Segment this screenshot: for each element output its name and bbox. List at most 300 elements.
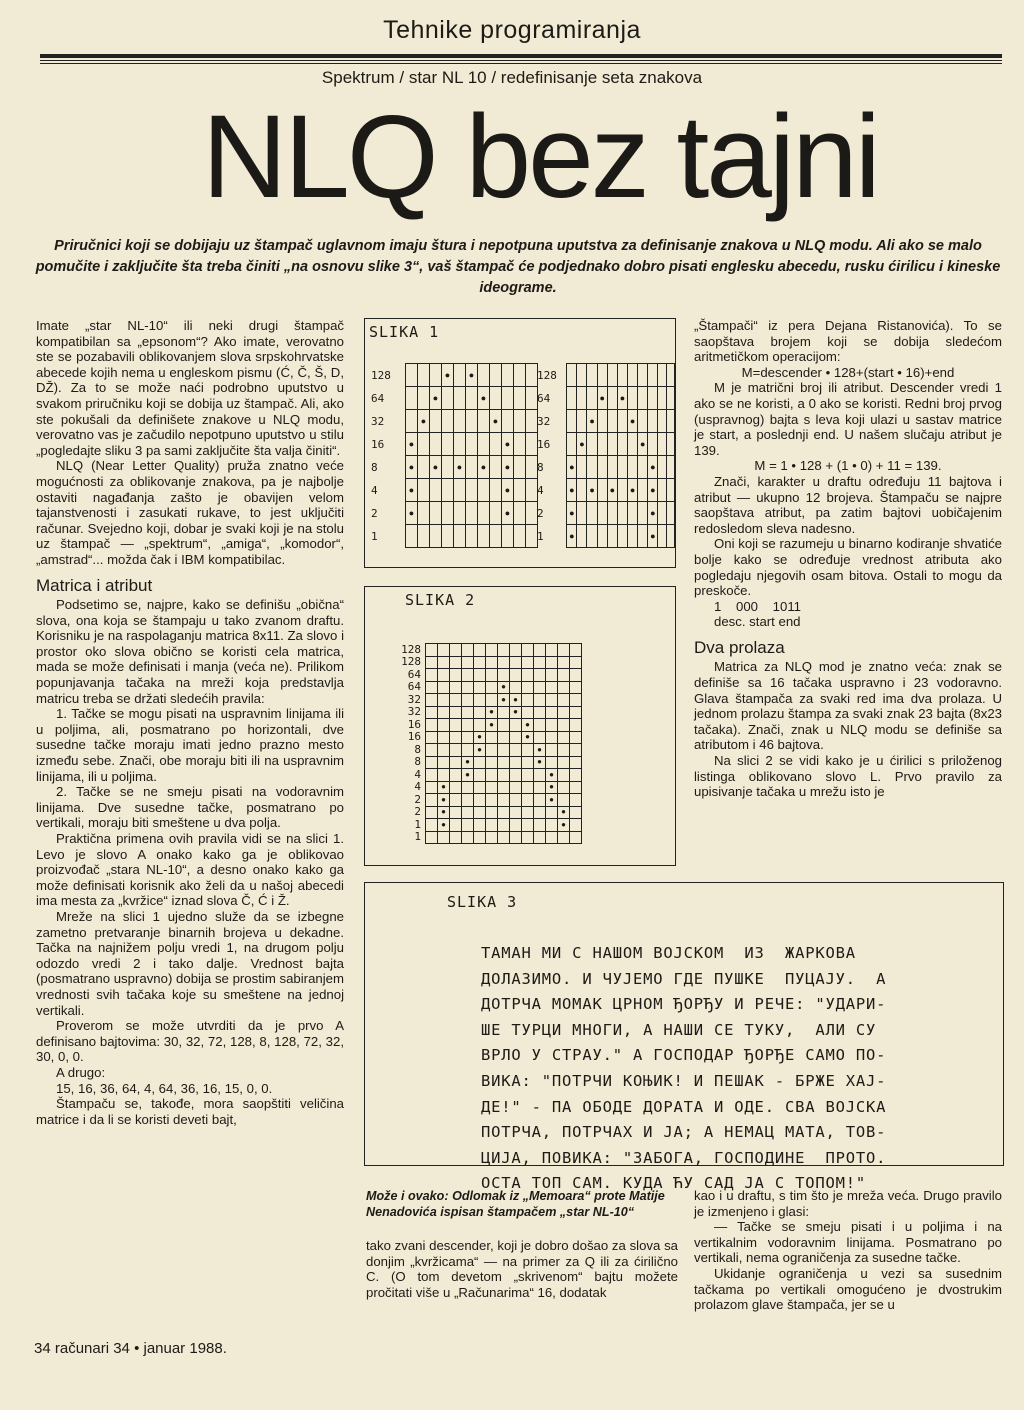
grid-cell: ● — [462, 756, 474, 769]
section-title: Tehnike programiranja — [383, 16, 641, 44]
grid-cell — [486, 744, 498, 757]
grid-cell — [474, 719, 486, 732]
grid-cell — [426, 756, 438, 769]
grid-cell — [558, 669, 570, 682]
grid-cell — [570, 769, 582, 782]
grid-cell — [490, 525, 502, 548]
grid-cell — [462, 806, 474, 819]
grid-cell — [426, 781, 438, 794]
grid-cell — [607, 456, 617, 479]
grid-cell — [474, 769, 486, 782]
grid-cell — [442, 410, 454, 433]
grid-cell — [462, 744, 474, 757]
grid-cell — [522, 781, 534, 794]
grid-cell — [526, 364, 538, 387]
grid-cell — [466, 387, 478, 410]
grid-cell — [597, 433, 607, 456]
grid-cell: ● — [406, 456, 418, 479]
figure-slika-2 — [364, 586, 676, 866]
grid-cell — [526, 456, 538, 479]
grid-cell — [498, 831, 510, 844]
grid-cell — [426, 681, 438, 694]
grid-cell — [514, 387, 526, 410]
grid-cell — [462, 781, 474, 794]
grid-cell — [442, 433, 454, 456]
grid-cell — [522, 769, 534, 782]
grid-cell: ● — [627, 479, 637, 502]
grid-cell — [466, 433, 478, 456]
grid-cell: ● — [418, 410, 430, 433]
grid-cell — [526, 410, 538, 433]
grid-cell — [666, 525, 674, 548]
grid-cell: ● — [430, 456, 442, 479]
grid-cell — [502, 525, 514, 548]
column-3 — [694, 318, 1002, 800]
grid-row-label: 1 — [371, 529, 378, 543]
grid-cell — [438, 656, 450, 669]
grid-cell — [510, 731, 522, 744]
grid-cell — [502, 410, 514, 433]
grid-cell — [587, 387, 597, 410]
grid-cell — [648, 364, 658, 387]
grid-cell — [486, 694, 498, 707]
dot-grid-left — [371, 363, 538, 548]
grid-cell: ● — [438, 794, 450, 807]
grid-cell — [438, 681, 450, 694]
grid-cell — [426, 831, 438, 844]
grid-cell: ● — [558, 819, 570, 832]
grid-row-label: 1 — [414, 830, 421, 844]
grid-cell — [438, 769, 450, 782]
grid-cell — [430, 502, 442, 525]
grid-cell: ● — [648, 525, 658, 548]
grid-cell — [478, 502, 490, 525]
grid-cell — [522, 806, 534, 819]
grid-cell — [478, 433, 490, 456]
grid-cell — [418, 479, 430, 502]
grid-cell — [577, 410, 587, 433]
grid-cell: ● — [534, 744, 546, 757]
grid-row-label: 4 — [371, 483, 378, 497]
grid-cell — [522, 669, 534, 682]
grid-cell — [406, 410, 418, 433]
grid-cell — [510, 831, 522, 844]
grid-cell — [534, 781, 546, 794]
grid-cell — [597, 479, 607, 502]
grid-cell — [502, 387, 514, 410]
grid-cell — [490, 433, 502, 456]
grid-cell — [462, 644, 474, 657]
grid-cell — [510, 744, 522, 757]
grid-cell — [466, 479, 478, 502]
grid-cell — [597, 456, 607, 479]
grid-row-label: 128 — [401, 655, 421, 669]
grid-cell — [558, 744, 570, 757]
grid-cell: ● — [466, 364, 478, 387]
figure-slika-3 — [364, 882, 1004, 1193]
grid-row-label: 4 — [414, 780, 421, 794]
grid-row-label: 16 — [537, 437, 551, 451]
grid-cell — [534, 806, 546, 819]
grid-cell: ● — [474, 744, 486, 757]
grid-row-label: 16 — [407, 717, 421, 731]
grid-cell — [638, 525, 648, 548]
grid-cell: ● — [567, 456, 577, 479]
grid-cell — [430, 364, 442, 387]
grid-cell — [454, 502, 466, 525]
grid-cell — [534, 706, 546, 719]
grid-cell — [438, 644, 450, 657]
grid-row-label: 4 — [414, 767, 421, 781]
grid-cell — [498, 644, 510, 657]
grid-cell — [498, 706, 510, 719]
grid-cell — [546, 806, 558, 819]
grid-cell — [658, 433, 666, 456]
grid-cell — [450, 719, 462, 732]
grid-cell: ● — [627, 410, 637, 433]
grid-cell: ● — [430, 387, 442, 410]
grid-cell — [587, 433, 597, 456]
grid-cell — [450, 644, 462, 657]
grid-cell — [514, 525, 526, 548]
grid-cell — [466, 410, 478, 433]
grid-cell — [462, 731, 474, 744]
header-rule-thin — [40, 60, 1002, 61]
grid-cell — [522, 744, 534, 757]
grid-cell — [406, 364, 418, 387]
grid-cell — [617, 456, 627, 479]
grid-cell: ● — [490, 410, 502, 433]
grid-cell — [570, 669, 582, 682]
grid-cell — [490, 502, 502, 525]
grid-cell — [570, 781, 582, 794]
grid-cell — [597, 364, 607, 387]
grid-cell — [522, 819, 534, 832]
grid-row-label: 2 — [414, 805, 421, 819]
grid-cell — [558, 769, 570, 782]
grid-cell — [558, 731, 570, 744]
grid-cell — [490, 364, 502, 387]
grid-cell — [558, 644, 570, 657]
grid-cell: ● — [510, 694, 522, 707]
grid-cell — [526, 433, 538, 456]
grid-cell — [474, 644, 486, 657]
grid-cell — [426, 731, 438, 744]
grid-cell — [438, 706, 450, 719]
grid-cell: ● — [474, 731, 486, 744]
grid-cell — [490, 479, 502, 502]
grid-row-label: 8 — [414, 742, 421, 756]
grid-cell: ● — [607, 479, 617, 502]
grid-cell — [658, 502, 666, 525]
grid-cell — [498, 769, 510, 782]
grid-cell — [498, 744, 510, 757]
grid-cell — [450, 831, 462, 844]
grid-cell — [474, 669, 486, 682]
grid-row-label: 4 — [537, 483, 544, 497]
grid-cell — [534, 656, 546, 669]
grid-cell — [558, 756, 570, 769]
grid-cell: ● — [577, 433, 587, 456]
grid-cell: ● — [567, 525, 577, 548]
grid-cell — [450, 694, 462, 707]
grid-cell — [466, 502, 478, 525]
grid-cell — [658, 410, 666, 433]
grid-cell — [426, 669, 438, 682]
grid-cell — [454, 525, 466, 548]
grid-cell — [450, 819, 462, 832]
grid-cell — [510, 681, 522, 694]
grid-cell — [658, 364, 666, 387]
article-kicker: Spektrum / star NL 10 / redefinisanje seta znakova — [321, 68, 703, 87]
grid-cell — [597, 410, 607, 433]
grid-cell: ● — [498, 681, 510, 694]
grid-row-label: 32 — [407, 692, 421, 706]
paragraph: 1. Tačke se mogu pisati na uspravnim linijama ili u poljima, ali, posmatrano po horizontali, dve susedne tačke moraju imati jedno prazno mesto između sebe. Znači, obe moraju biti ili na uspravnim linijama, ili u poljima. — [36, 706, 344, 784]
grid-row-label: 1 — [414, 817, 421, 831]
grid-cell — [570, 806, 582, 819]
grid-cell — [450, 781, 462, 794]
grid-cell: ● — [648, 502, 658, 525]
grid-row-label: 128 — [401, 642, 421, 656]
grid-cell: ● — [478, 456, 490, 479]
grid-cell — [558, 781, 570, 794]
paragraph: Proverom se može utvrditi da je prvo A definisano bajtovima: 30, 32, 72, 128, 8, 128, 72, 32, 30, 0, 0. — [36, 1018, 344, 1065]
grid-cell — [438, 694, 450, 707]
grid-cell — [534, 794, 546, 807]
grid-cell — [627, 502, 637, 525]
grid-cell — [597, 525, 607, 548]
grid-row-label: 16 — [371, 437, 385, 451]
grid-cell — [570, 694, 582, 707]
grid-row-label: 8 — [537, 460, 544, 474]
column-1 — [36, 318, 344, 1127]
grid-cell — [522, 706, 534, 719]
paragraph: „Štampači“ iz pera Dejana Ristanovića). To se saopštava brojem koji se dobija sledećom aritmetičkom operacijom: — [694, 318, 1002, 365]
grid-cell — [438, 831, 450, 844]
grid-cell — [627, 364, 637, 387]
paragraph: Štampaču se, takođe, mora saopštiti veličina matrice i da li se koristi deveti bajt, — [36, 1096, 344, 1127]
grid-cell — [666, 456, 674, 479]
bit-values: 1 000 1011 — [714, 598, 802, 614]
grid-cell — [558, 719, 570, 732]
grid-cell — [450, 769, 462, 782]
grid-cell: ● — [587, 410, 597, 433]
grid-cell — [638, 502, 648, 525]
grid-cell — [486, 756, 498, 769]
grid-cell — [666, 433, 674, 456]
grid-cell — [577, 387, 587, 410]
figure-label: SLIKA 2 — [405, 591, 476, 609]
paragraph: 2. Tačke se ne smeju pisati na vodoravnim linijama. Dve susedne tačke, posmatrano po vertikali, moraju biti smeštene u dva polja. — [36, 784, 344, 831]
grid-cell — [658, 456, 666, 479]
grid-cell — [638, 410, 648, 433]
grid-cell — [534, 831, 546, 844]
grid-cell — [546, 669, 558, 682]
column-3-bottom — [694, 1188, 1002, 1313]
grid-cell — [490, 456, 502, 479]
grid-cell — [526, 502, 538, 525]
grid-cell: ● — [648, 479, 658, 502]
grid-cell: ● — [438, 781, 450, 794]
grid-cell — [570, 731, 582, 744]
grid-cell — [438, 731, 450, 744]
grid-cell — [406, 525, 418, 548]
grid-cell — [498, 781, 510, 794]
subheading-matrica: Matrica i atribut — [36, 575, 153, 595]
grid-cell — [510, 719, 522, 732]
grid-cell — [638, 387, 648, 410]
grid-cell — [546, 819, 558, 832]
grid-cell — [587, 364, 597, 387]
grid-cell — [486, 669, 498, 682]
grid-cell — [522, 831, 534, 844]
grid-row-label: 64 — [407, 680, 421, 694]
grid-cell — [658, 525, 666, 548]
grid-cell — [607, 387, 617, 410]
grid-cell — [418, 433, 430, 456]
grid-cell — [450, 681, 462, 694]
grid-cell — [570, 706, 582, 719]
grid-cell — [617, 433, 627, 456]
grid-cell — [426, 719, 438, 732]
grid-cell — [567, 410, 577, 433]
grid-row-label: 1 — [537, 529, 544, 543]
grid-cell — [510, 794, 522, 807]
grid-cell — [486, 781, 498, 794]
grid-cell — [510, 806, 522, 819]
grid-cell — [510, 669, 522, 682]
grid-cell — [442, 479, 454, 502]
grid-cell — [466, 456, 478, 479]
grid-cell — [534, 694, 546, 707]
grid-cell — [454, 364, 466, 387]
column-2-bottom — [366, 1238, 678, 1300]
grid-cell — [577, 525, 587, 548]
grid-cell — [478, 364, 490, 387]
grid-cell — [514, 479, 526, 502]
grid-cell — [442, 456, 454, 479]
grid-cell — [534, 731, 546, 744]
grid-cell — [450, 706, 462, 719]
grid-cell — [454, 479, 466, 502]
grid-cell — [462, 681, 474, 694]
grid-cell — [454, 410, 466, 433]
article-title: NLQ bez tajni — [202, 91, 878, 223]
grid-cell — [526, 479, 538, 502]
grid-cell — [617, 410, 627, 433]
grid-cell: ● — [406, 502, 418, 525]
grid-cell — [430, 479, 442, 502]
paragraph: Oni koji se razumeju u binarno kodiranje shvatiće bolje kako se određuje vrednost atributa ako pogledaju njegovih osam bitova. Ostali to mogu da preskoče. — [694, 536, 1002, 599]
grid-cell — [546, 656, 558, 669]
grid-cell: ● — [502, 502, 514, 525]
grid-cell — [570, 794, 582, 807]
grid-cell — [510, 769, 522, 782]
grid-cell — [498, 794, 510, 807]
grid-cell — [534, 819, 546, 832]
grid-cell — [450, 756, 462, 769]
grid-cell — [570, 756, 582, 769]
grid-row-label: 16 — [407, 730, 421, 744]
grid-cell — [498, 731, 510, 744]
grid-cell — [522, 756, 534, 769]
grid-cell — [462, 669, 474, 682]
grid-cell — [577, 364, 587, 387]
grid-cell: ● — [546, 794, 558, 807]
grid-cell: ● — [502, 456, 514, 479]
paragraph: Ukidanje ograničenja u vezi sa susednim tačkama po vertikali omogućeno je dvostrukim prolazom glave štampača, jer se u — [694, 1265, 1002, 1313]
grid-cell — [486, 644, 498, 657]
grid-cell — [418, 502, 430, 525]
grid-cell — [462, 794, 474, 807]
grid-cell — [666, 410, 674, 433]
grid-cell: ● — [648, 456, 658, 479]
grid-cell — [426, 656, 438, 669]
paragraph: Znači, karakter u draftu određuju 11 bajtova i atribut — ukupno 12 brojeva. Štampaču se najpre saopštava atribut, pa zatim bajtovi uobičajenim redosledom sleva nadesno. — [694, 473, 1002, 536]
grid-cell — [438, 744, 450, 757]
grid-cell — [462, 694, 474, 707]
grid-cell — [474, 656, 486, 669]
paragraph: Podsetimo se, najpre, kako se definišu „obična“ slova, ona koja se štampaju u tako zvanom draftu. Korisniku je na raspolaganju matrica 8x11. Za slovo i prostor oko slova obično se koristi cela matrica, mada se može definisati i manja (veća ne). Prilikom popunjavanja tačaka na mreži koja predstavlja matricu treba se držati sledećih pravila: — [36, 597, 344, 706]
grid-cell — [478, 479, 490, 502]
grid-cell — [617, 479, 627, 502]
grid-cell — [546, 756, 558, 769]
grid-cell — [522, 644, 534, 657]
grid-cell — [666, 479, 674, 502]
grid-cell — [666, 387, 674, 410]
grid-cell — [648, 410, 658, 433]
grid-cell: ● — [567, 502, 577, 525]
grid-cell — [567, 387, 577, 410]
grid-cell: ● — [638, 433, 648, 456]
grid-cell — [450, 806, 462, 819]
grid-cell — [454, 433, 466, 456]
grid-cell: ● — [502, 479, 514, 502]
grid-cell — [486, 731, 498, 744]
paragraph: Imate „star NL-10“ ili neki drugi štampač kompatibilan sa „epsonom“? Ako imate, verovatno ste se pozabavili oblikovanjem slova srpskohrvatske abecede kojih nema u engleskom pismu (Ć, Č, Š, D, DŽ). Za to se može naći podrobno uputstvo u svakom priručniku koji se dobija uz štampač. Ali, ako ste pokušali da definišete znakove u NLQ modu, verovatno vas je začudilo nepotpuno uputstvo u stilu „pogledajte sliku 3 pa sami zaključite šta valja činiti“. — [36, 318, 344, 458]
grid-cell — [526, 525, 538, 548]
grid-cell — [426, 769, 438, 782]
figure-caption: Može i ovako: Odlomak iz „Memoara“ prote Matije Nenadovića ispisan štampačem „star NL-10“ — [366, 1189, 665, 1219]
grid-cell — [570, 656, 582, 669]
grid-cell — [474, 756, 486, 769]
paragraph: NLQ (Near Letter Quality) pruža znatno veće mogućnosti za oblikovanje znakova, pa je najbolje ostaviti nagađanja zašto je obavijen velom tajanstvenosti i zasukati rukave, to jest uključiti računar. Svejedno koji, dobar je svaki koji je na stolu uz štampač — „spektrum“, „amiga“, „komodor“, „amstrad“... možda čak i IBM kompatibilac. — [36, 458, 344, 567]
grid-cell — [638, 456, 648, 479]
grid-row-label: 128 — [537, 368, 557, 382]
grid-cell — [438, 719, 450, 732]
article-lead: Priručnici koji se dobijaju uz štampač uglavnom imaju štura i nepotpuna uputstva za definisanje znakova u NLQ modu. Ali ako se malo pomučite i zaključite šta treba činiti „na osnovu slike 3“, vaš štampač će podjednako dobro pisati englesku abecedu, rusku ćirilicu i kineske ideograme. — [35, 238, 1001, 296]
grid-cell — [607, 433, 617, 456]
grid-cell — [546, 681, 558, 694]
grid-row-label: 64 — [407, 667, 421, 681]
grid-cell — [498, 669, 510, 682]
grid-cell — [426, 794, 438, 807]
grid-cell — [666, 502, 674, 525]
grid-cell — [514, 410, 526, 433]
grid-cell — [546, 744, 558, 757]
grid-cell — [502, 364, 514, 387]
header-rule — [40, 54, 1002, 58]
grid-cell — [426, 819, 438, 832]
grid-cell: ● — [522, 731, 534, 744]
grid-cell — [597, 502, 607, 525]
grid-cell: ● — [546, 769, 558, 782]
grid-cell — [514, 456, 526, 479]
paragraph: Na slici 2 se vidi kako je u ćirilici s priloženog listinga oblikovano slovo L. Prvo pravilo za upisivanje tačaka u mrežu isto je — [694, 753, 1002, 800]
grid-cell — [587, 502, 597, 525]
grid-cell — [430, 525, 442, 548]
